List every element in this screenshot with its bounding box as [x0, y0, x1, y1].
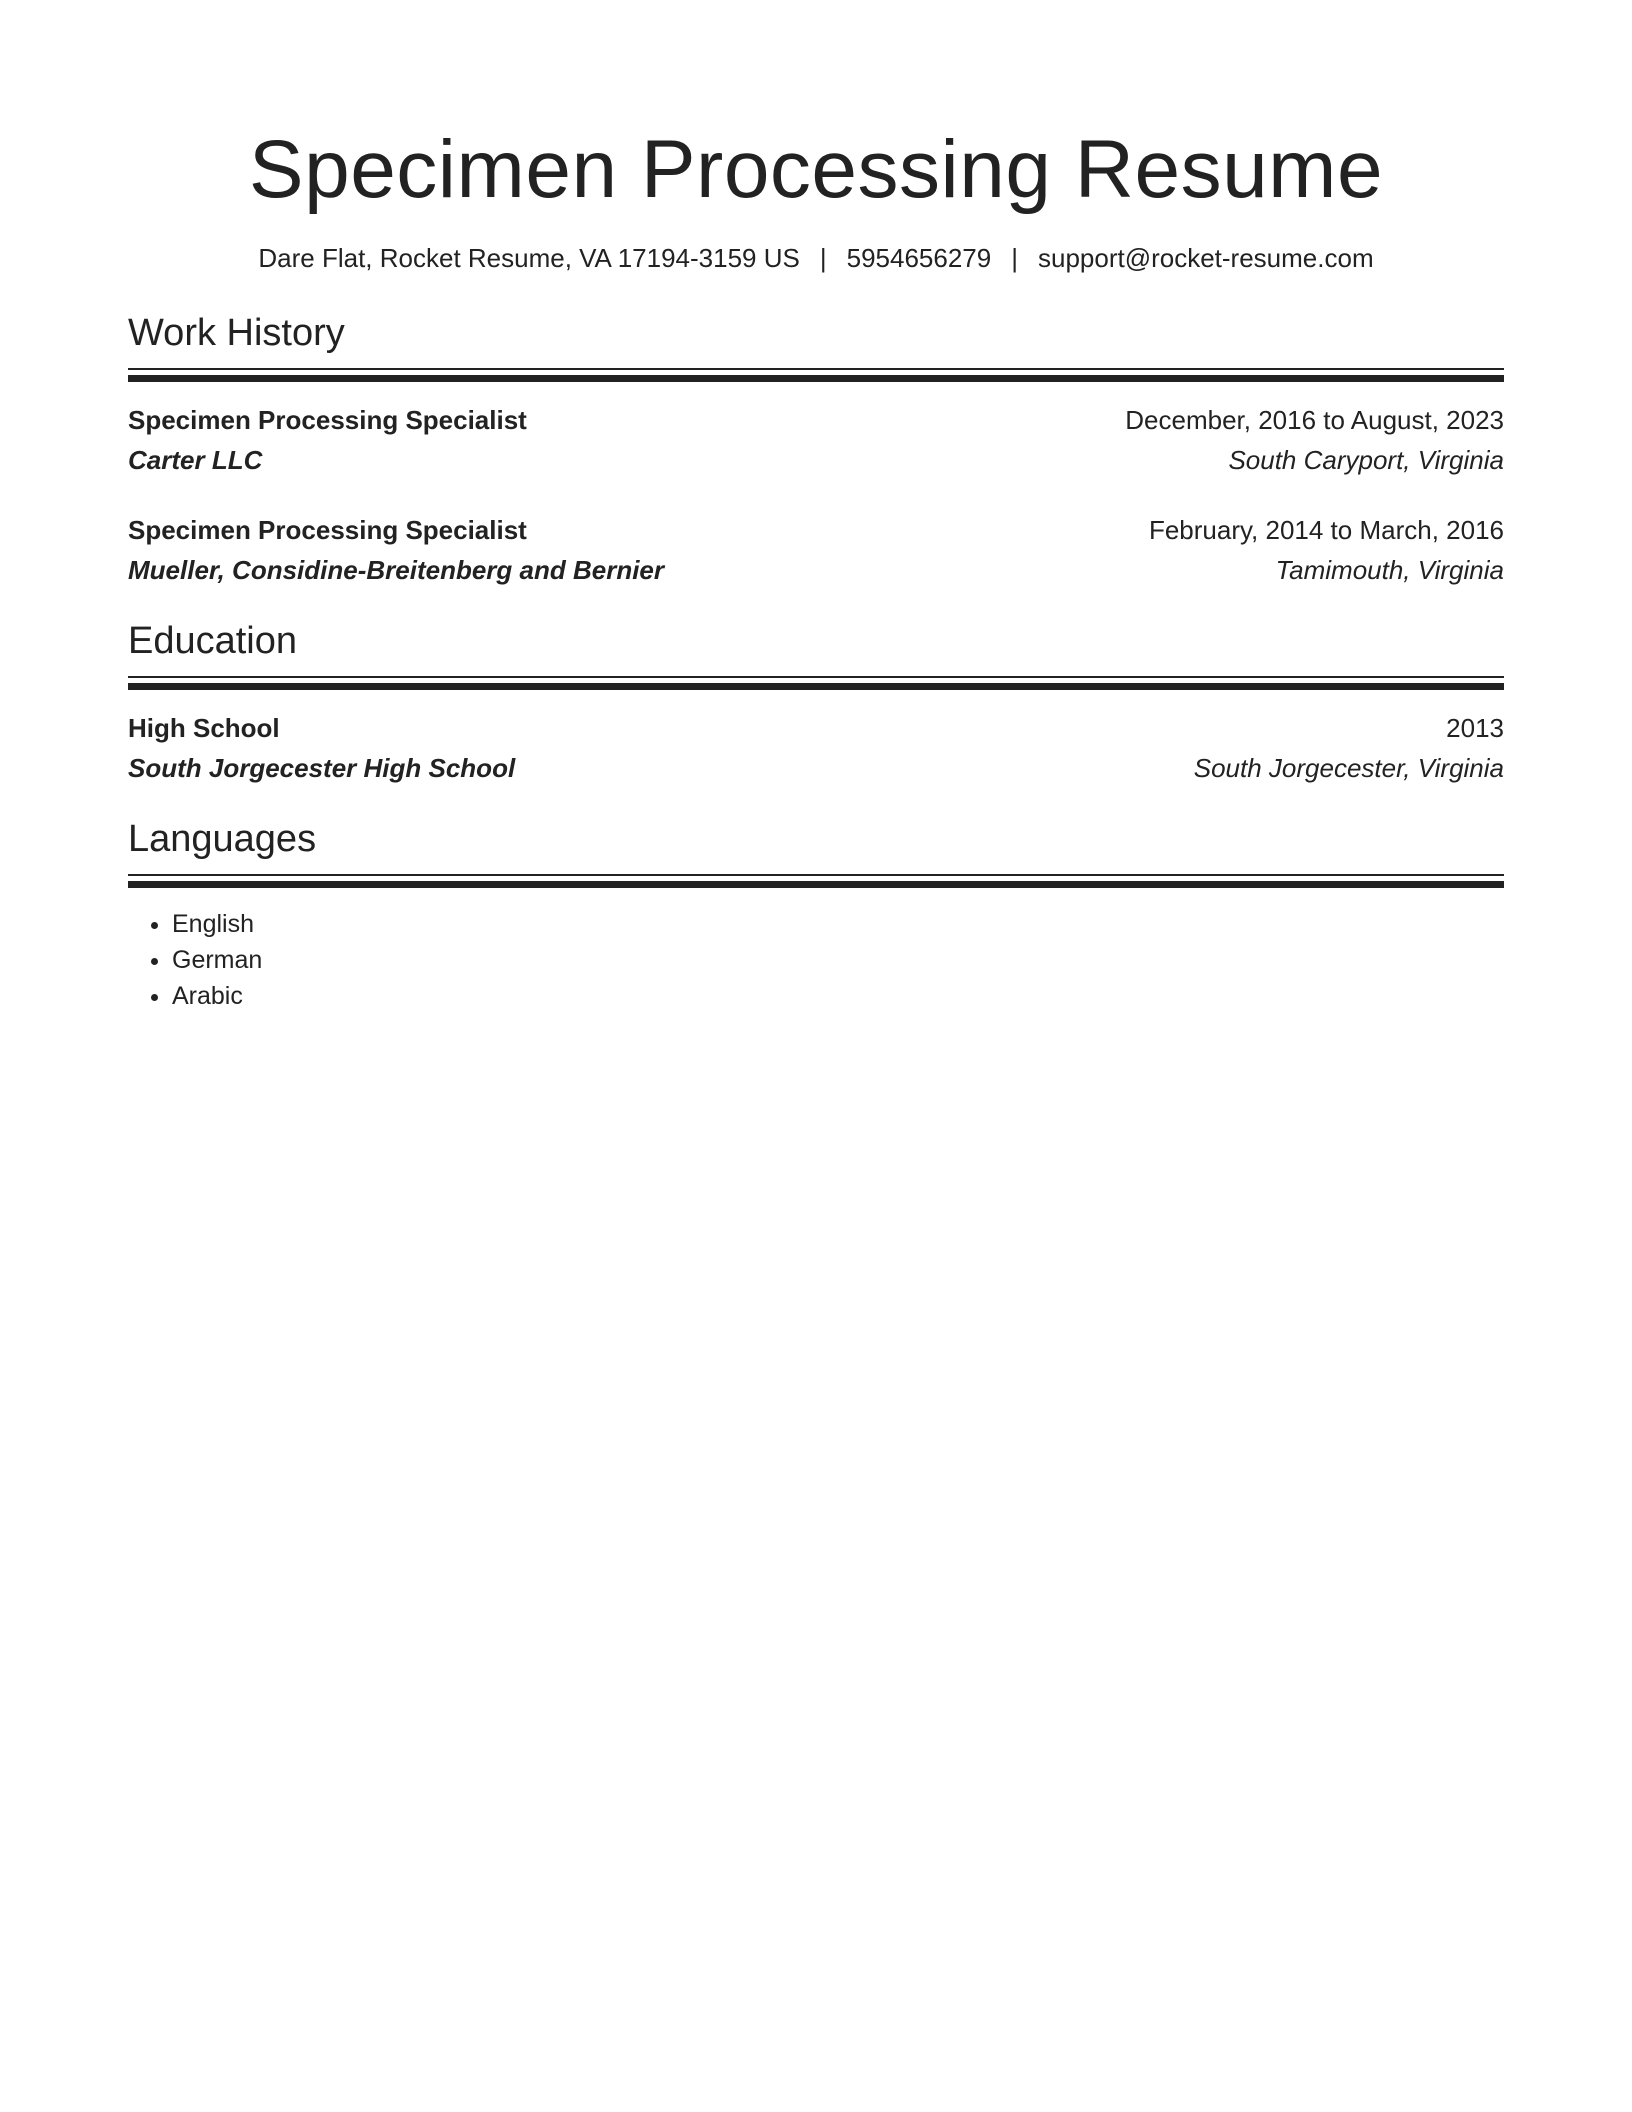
job-company: Mueller, Considine-Breitenberg and Bernier: [128, 555, 664, 585]
job-title: Specimen Processing Specialist: [128, 515, 527, 545]
section-divider: [128, 676, 1504, 690]
section-divider: [128, 368, 1504, 382]
contact-separator: |: [819, 243, 827, 273]
page-title: Specimen Processing Resume: [248, 124, 1384, 215]
job-entry: [128, 400, 1504, 480]
job-location: Tamimouth, Virginia: [1275, 555, 1504, 585]
job-entry: [128, 510, 1504, 590]
job-company: Carter LLC: [128, 445, 263, 475]
job-title: Specimen Processing Specialist: [128, 405, 527, 435]
job-dates: February, 2014 to March, 2016: [1148, 515, 1504, 545]
education-heading: Education: [128, 620, 298, 662]
work-history-heading: Work History: [128, 312, 345, 354]
contact-phone: 5954656279: [846, 243, 992, 273]
contact-separator: |: [1011, 243, 1018, 273]
contact-address: Dare Flat, Rocket Resume, VA 17194-3159 US: [258, 243, 800, 273]
resume-page: [128, 0, 1504, 1014]
education-school: South Jorgecester High School: [128, 753, 516, 783]
list-item: • English: [172, 906, 1504, 942]
languages-heading: Languages: [128, 818, 317, 860]
education-section: [128, 618, 1504, 788]
education-entry: [128, 708, 1504, 788]
contact-line: [128, 242, 1504, 274]
contact-email: support@rocket-resume.com: [1037, 243, 1374, 273]
languages-list: [128, 906, 1504, 1014]
education-year: 2013: [1446, 713, 1504, 743]
job-location: South Caryport, Virginia: [1228, 445, 1504, 475]
education-location: South Jorgecester, Virginia: [1193, 753, 1504, 783]
list-item: • German: [172, 942, 1504, 978]
job-dates: December, 2016 to August, 2023: [1125, 405, 1504, 435]
work-history-section: [128, 310, 1504, 590]
languages-section: [128, 816, 1504, 1014]
list-item: • Arabic: [172, 978, 1504, 1014]
education-degree: High School: [128, 713, 280, 743]
section-divider: [128, 874, 1504, 888]
